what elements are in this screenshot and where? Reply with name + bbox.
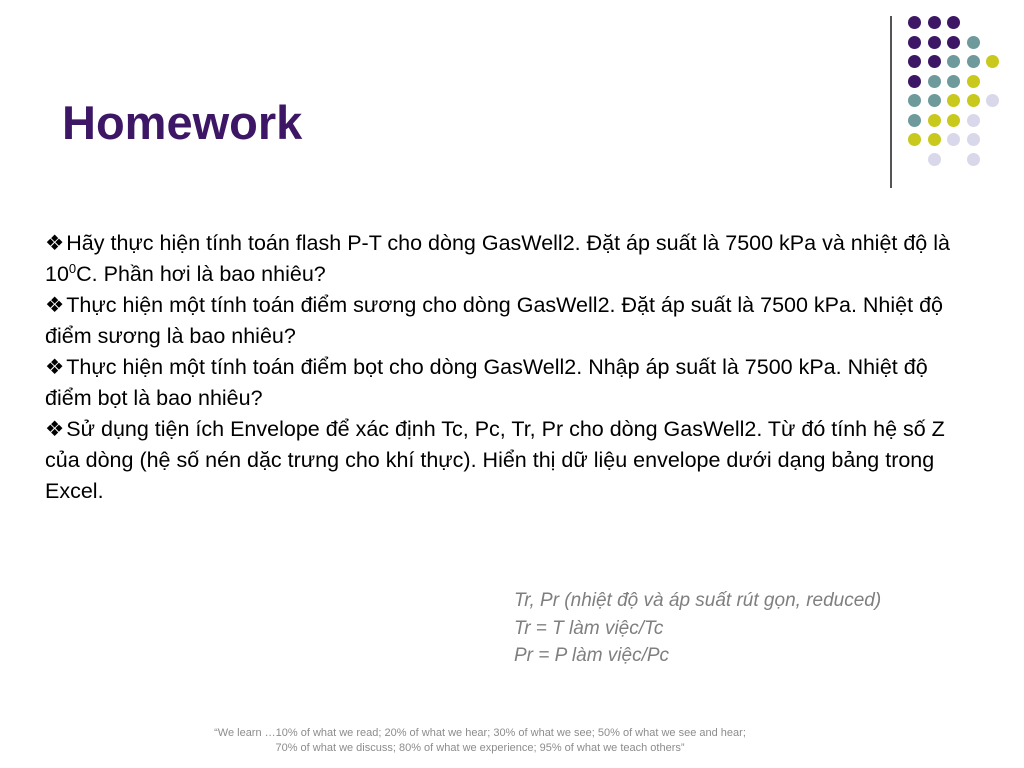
decorative-dot [908, 94, 921, 107]
decorative-dot [947, 114, 960, 127]
footer-line: 70% of what we discuss; 80% of what we experience; 95% of what we teach others” [275, 742, 685, 754]
decorative-dot [928, 75, 941, 88]
decorative-dot [928, 36, 941, 49]
bullet-item [45, 228, 980, 290]
decorative-dot-grid [908, 16, 1008, 166]
decorative-dot [947, 75, 960, 88]
decorative-dot [908, 75, 921, 88]
decorative-dot [967, 36, 980, 49]
vertical-divider [890, 16, 892, 188]
decorative-dot [908, 55, 921, 68]
note-line: Tr, Pr (nhiệt độ và áp suất rút gọn, reduced) [514, 590, 882, 611]
decorative-dot [947, 94, 960, 107]
diamond-bullet-icon: ❖ [45, 417, 65, 441]
slide-title: Homework [62, 96, 303, 149]
note-line: Pr = P làm việc/Pc [514, 645, 670, 666]
reduced-properties-note [514, 587, 881, 670]
decorative-dot [947, 36, 960, 49]
decorative-dot [928, 94, 941, 107]
bullet-text: Sử dụng tiện ích Envelope để xác định Tc, Pc, Tr, Pr cho dòng GasWell2. Từ đó tính hệ số Z của dòng (hệ số nén dặc trưng cho khí thực). Hiển thị dữ liệu envelope dưới dạng bảng trong Excel. [45, 417, 945, 503]
decorative-dot [967, 75, 980, 88]
bullet-text: Thực hiện một tính toán điểm bọt cho dòng GasWell2. Nhập áp suất là 7500 kPa. Nhiệt độ điểm bọt là bao nhiêu? [45, 355, 928, 410]
bullet-item [45, 290, 980, 352]
bullet-item [45, 414, 980, 507]
decorative-dot [947, 16, 960, 29]
decorative-dot [908, 16, 921, 29]
decorative-dot [967, 153, 980, 166]
homework-body [45, 228, 980, 507]
decorative-dot [928, 55, 941, 68]
decorative-dot [908, 36, 921, 49]
decorative-dot [928, 133, 941, 146]
decorative-dot [967, 133, 980, 146]
decorative-dot [947, 55, 960, 68]
superscript: 0 [68, 260, 77, 276]
decorative-dot [928, 153, 941, 166]
bullet-text-end: C. Phần hơi là bao nhiêu? [76, 262, 326, 286]
decorative-dot [986, 55, 999, 68]
decorative-dot [928, 114, 941, 127]
diamond-bullet-icon: ❖ [45, 293, 65, 317]
footer-line: “We learn …10% of what we read; 20% of what we hear; 30% of what we see; 50% of what we see and hear; [214, 727, 746, 739]
decorative-dot [967, 55, 980, 68]
bullet-text: Hãy thực hiện tính toán flash P-T cho dòng GasWell2. Đặt áp suất là 7500 kPa và nhiệt độ là 10 [45, 231, 950, 286]
decorative-dot [967, 94, 980, 107]
decorative-dot [986, 94, 999, 107]
diamond-bullet-icon: ❖ [45, 355, 65, 379]
bullet-text: Thực hiện một tính toán điểm sương cho dòng GasWell2. Đặt áp suất là 7500 kPa. Nhiệt độ điểm sương là bao nhiêu? [45, 293, 943, 348]
note-line: Tr = T làm việc/Tc [514, 617, 664, 639]
decorative-dot [908, 133, 921, 146]
learning-quote-footer [130, 726, 830, 756]
decorative-dot [947, 133, 960, 146]
bullet-item [45, 352, 980, 414]
decorative-dot [967, 114, 980, 127]
decorative-dot [908, 114, 921, 127]
diamond-bullet-icon: ❖ [45, 231, 65, 255]
decorative-dot [928, 16, 941, 29]
